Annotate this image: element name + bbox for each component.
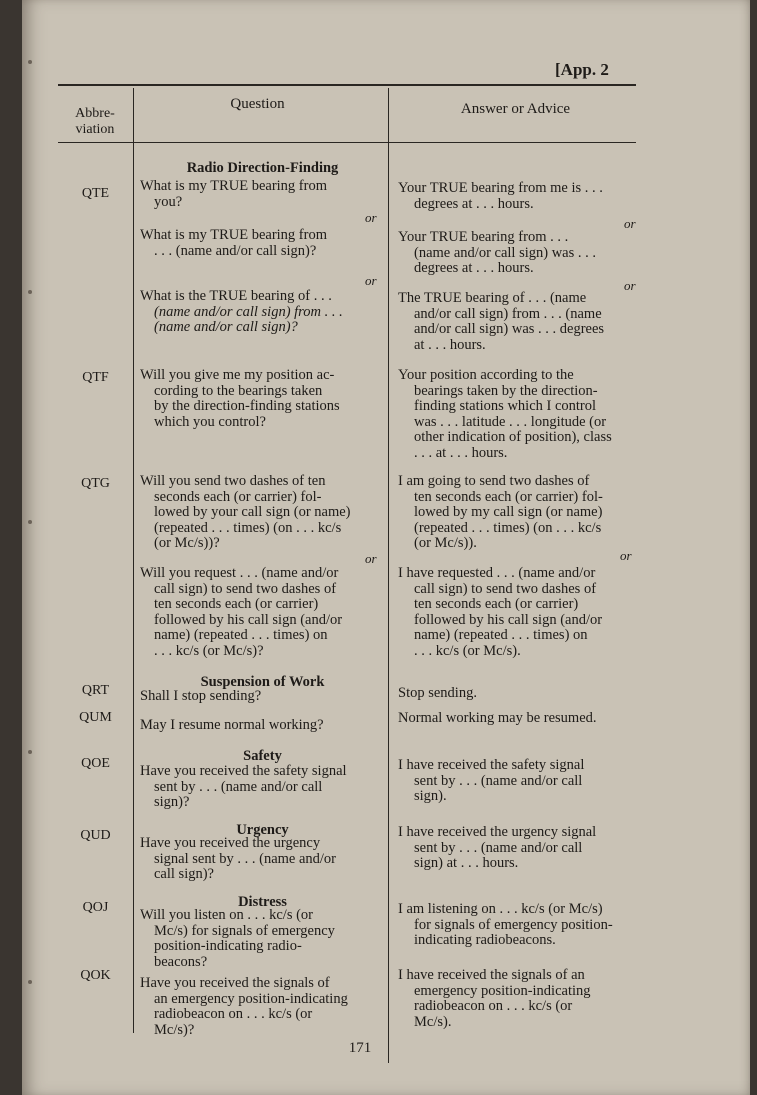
section-title-suspension: Suspension of Work: [200, 674, 325, 690]
page-header: [App. 2: [555, 60, 609, 79]
column-header-question: Question: [230, 96, 285, 112]
answer-qum: Normal working may be resumed.: [398, 710, 597, 726]
abbr-qoj: QOJ: [82, 900, 109, 915]
answer-qrt: Stop sending.: [398, 685, 477, 701]
column-divider-left: [133, 88, 134, 1033]
book-page: [22, 0, 750, 1095]
answer-qte-3: The TRUE bearing of . . . (name and/or call sign) from . . . (name and/or call sign) was . . . degrees at . . . hours.: [398, 290, 605, 353]
section-title-urgency: Urgency: [236, 822, 289, 838]
page-number: 171: [348, 1040, 372, 1056]
column-header-abbreviation: Abbre- viation: [75, 106, 115, 137]
or-separator: or: [624, 216, 636, 231]
question-qtg-1: Will you send two dashes of ten seconds each (or carrier) fol- lowed by your call sign (or name) (repeated . . . times) (on . . . kc/s (or Mc/s))?: [140, 473, 351, 551]
or-separator: or: [365, 273, 377, 288]
section-title-safety: Safety: [243, 748, 282, 764]
answer-qok: I have received the signals of an emergency position-indicating radiobeacon on . . . kc/s (or Mc/s).: [398, 967, 591, 1030]
column-divider-right: [388, 88, 389, 1063]
section-title-distress: Distress: [238, 894, 287, 910]
abbr-qrt: QRT: [81, 683, 110, 698]
answer-qud: I have received the urgency signal sent by . . . (name and/or call sign) at . . . hours.: [398, 824, 597, 871]
abbr-qum: QUM: [79, 710, 112, 725]
or-separator: or: [624, 278, 636, 293]
question-qum: May I resume normal working?: [140, 717, 324, 733]
answer-qtg-2: I have requested . . . (name and/or call sign) to send two dashes of ten seconds each (or carrier) followed by his call sign (and/or name) (repeated . . . times) on . . . kc/s (or Mc/s).: [398, 565, 603, 659]
abbr-qok: QOK: [80, 968, 111, 983]
answer-qtg-1: I am going to send two dashes of ten seconds each (or carrier) fol- lowed by my call sign (or name) (repeated . . . times) (on . . . kc/s (or Mc/s)).: [398, 473, 603, 551]
section-title-rdf: Radio Direction-Finding: [186, 160, 339, 176]
or-separator: or: [620, 548, 632, 563]
question-qtf: Will you give me my position ac- cording to the bearings taken by the direction-finding stations which you control?: [140, 367, 340, 430]
abbr-qte: QTE: [81, 186, 110, 201]
abbr-qtf: QTF: [82, 370, 109, 385]
question-qte-3: What is the TRUE bearing of . . . (name and/or call sign) from . . . (name and/or call sign)?: [140, 288, 343, 335]
answer-qoj: I am listening on . . . kc/s (or Mc/s) for signals of emergency position- indicating radiobeacons.: [398, 901, 613, 948]
answer-qte-1: Your TRUE bearing from me is . . . degrees at . . . hours.: [398, 180, 603, 212]
question-qoj: Will you listen on . . . kc/s (or Mc/s) for signals of emergency position-indicating radio- beacons?: [140, 907, 335, 970]
or-separator: or: [365, 210, 377, 225]
answer-qoe: I have received the safety signal sent by . . . (name and/or call sign).: [398, 757, 585, 804]
question-qte-1: What is my TRUE bearing from you?: [140, 178, 327, 210]
or-separator: or: [365, 551, 377, 566]
question-qrt: Shall I stop sending?: [140, 688, 262, 704]
question-qoe: Have you received the safety signal sent by . . . (name and/or call sign)?: [140, 763, 347, 810]
abbr-qoe: QOE: [81, 756, 110, 771]
answer-qte-2: Your TRUE bearing from . . . (name and/or call sign) was . . . degrees at . . . hours.: [398, 229, 597, 276]
table-header-rule: [58, 142, 636, 143]
question-qok: Have you received the signals of an emergency position-indicating radiobeacon on . . . kc/s (or Mc/s)?: [140, 975, 348, 1038]
table-top-rule: [58, 84, 636, 86]
abbr-qud: QUD: [80, 828, 111, 843]
abbr-qtg: QTG: [81, 476, 110, 491]
answer-qtf: Your position according to the bearings taken by the direction- finding stations which I control was . . . latitude . . . longitude (or other indication of position), class . . . at . . . hours.: [398, 367, 612, 461]
question-qud: Have you received the urgency signal sent by . . . (name and/or call sign)?: [140, 835, 337, 882]
question-qtg-2: Will you request . . . (name and/or call sign) to send two dashes of ten seconds each (or carrier) followed by his call sign (and/or name) (repeated . . . times) on . . . kc/s (or Mc/s)?: [140, 565, 343, 659]
question-qte-2: What is my TRUE bearing from . . . (name and/or call sign)?: [140, 227, 327, 259]
column-header-answer: Answer or Advice: [460, 101, 571, 117]
